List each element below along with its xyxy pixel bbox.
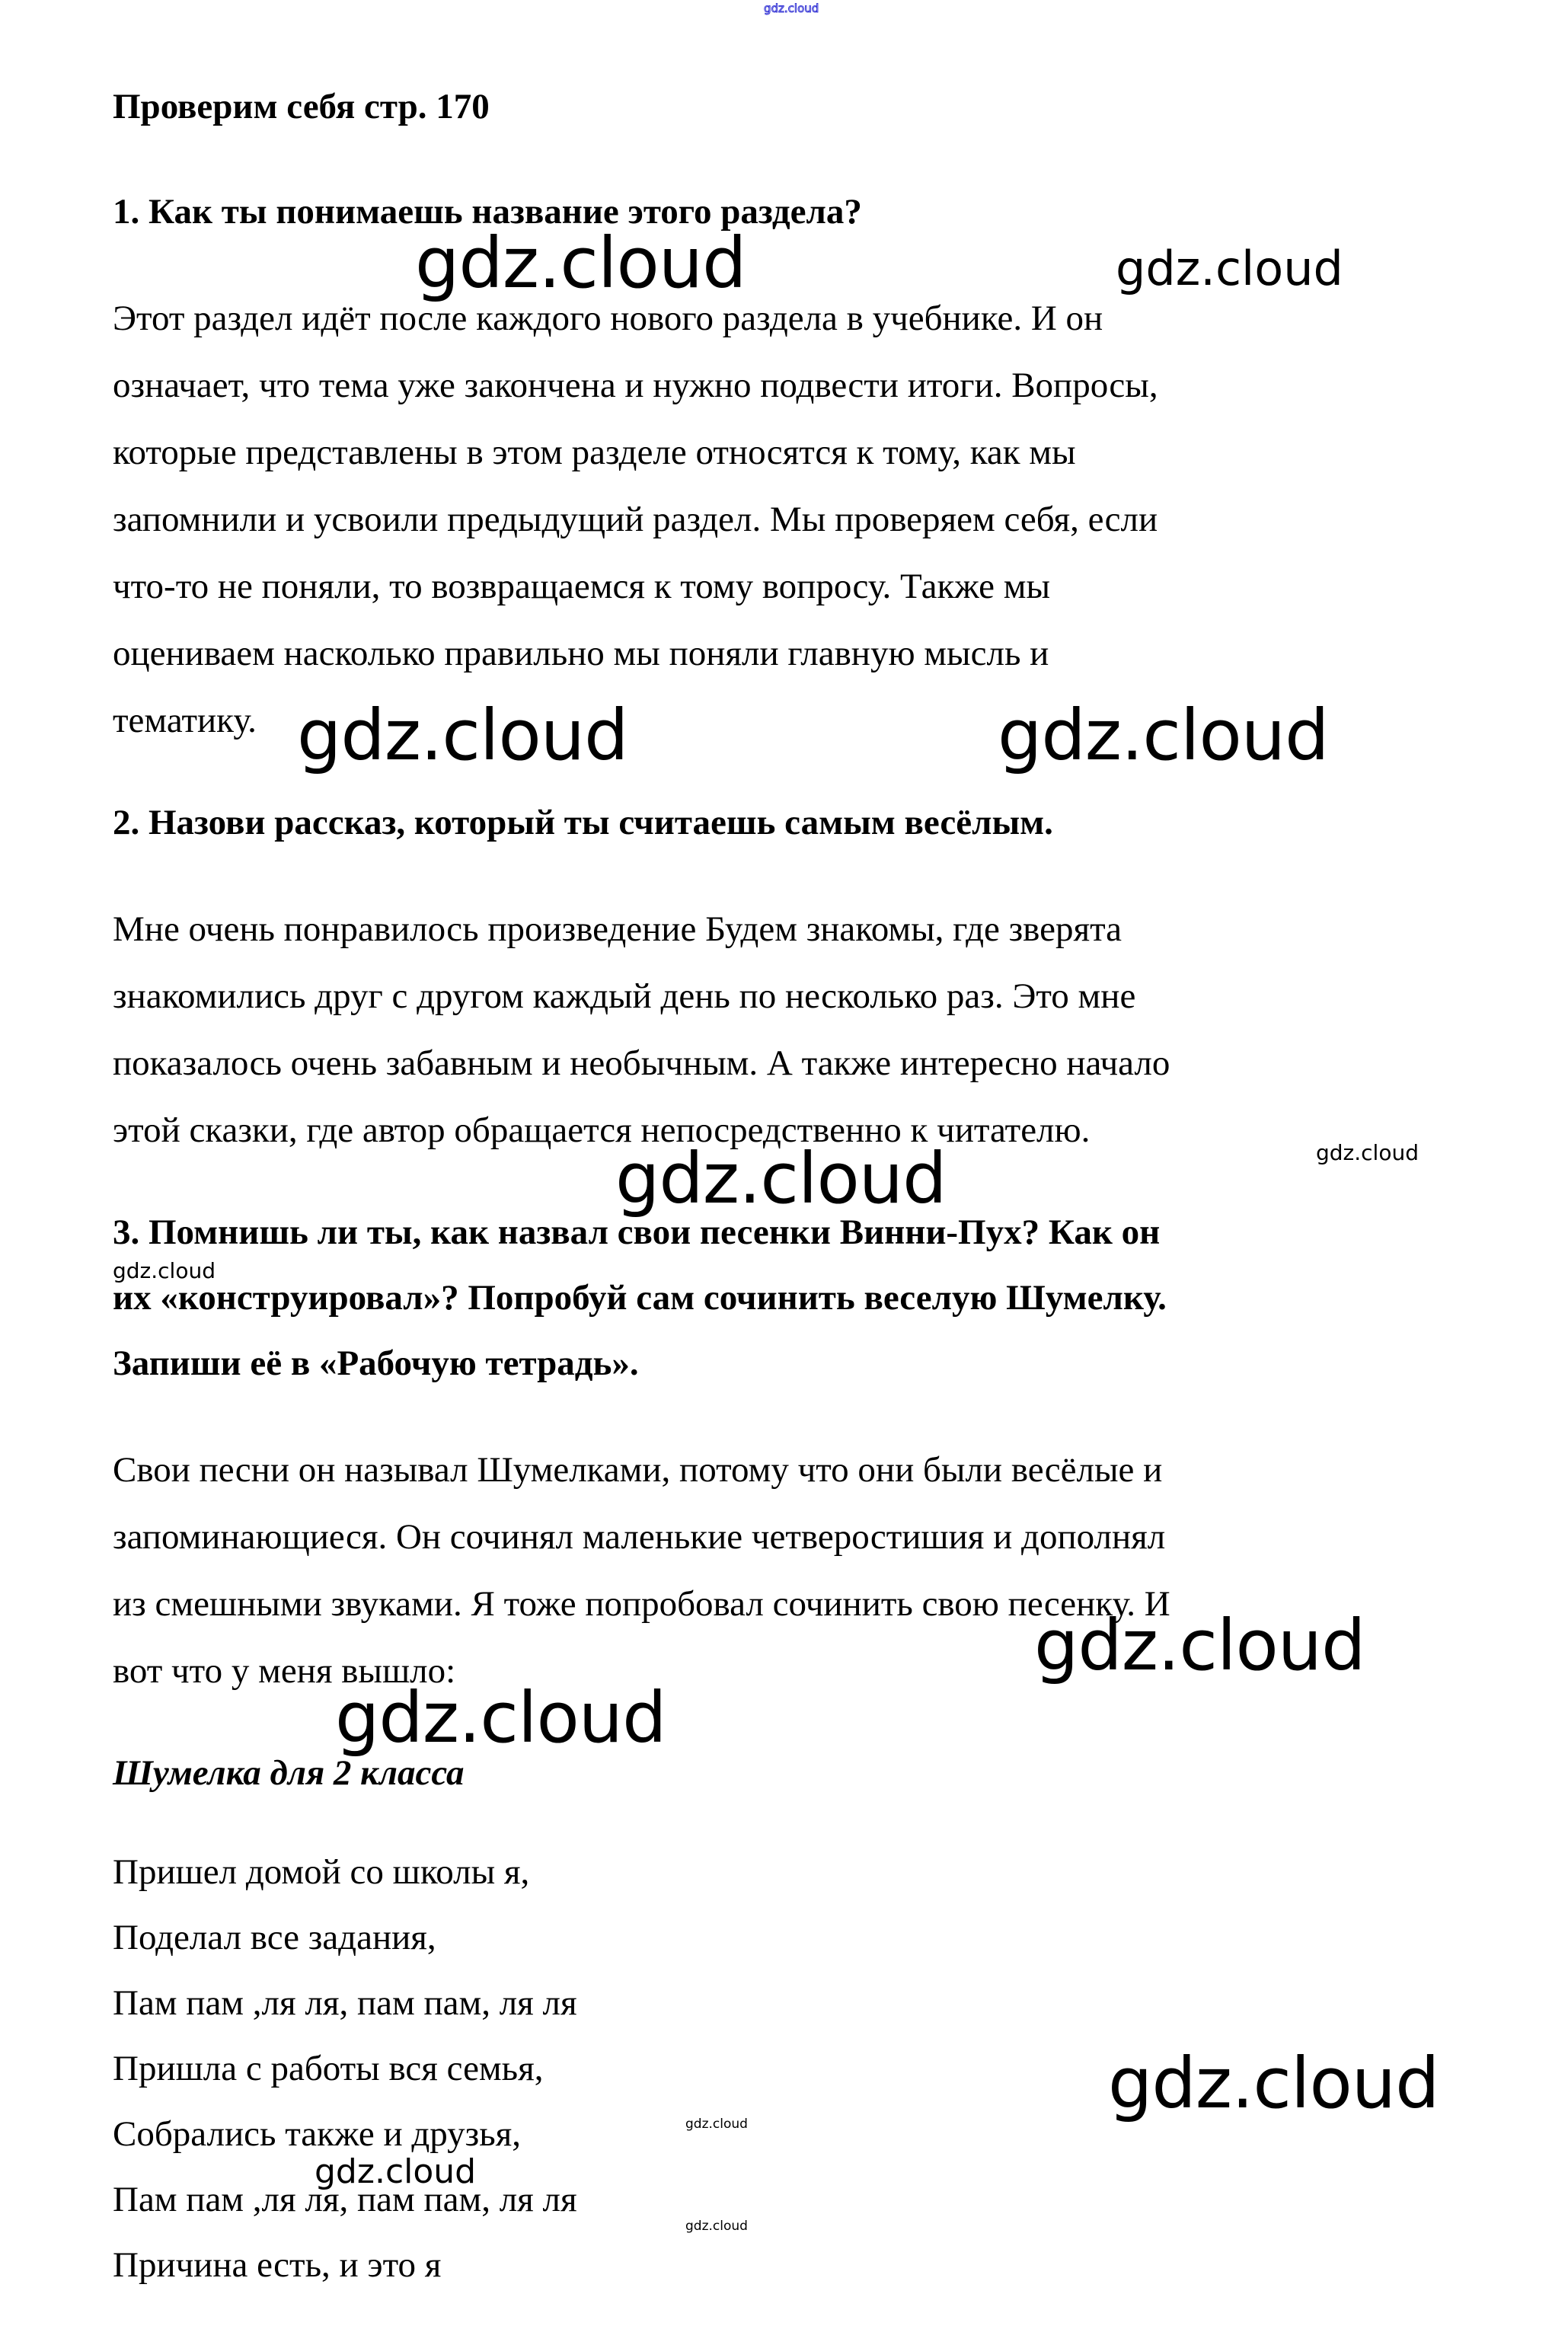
question-1: 1. Как ты понимаешь название этого раздела? — [113, 192, 862, 232]
answer-3-line: Свои песни он называл Шумелками, потому что они были весёлые и — [113, 1450, 1163, 1490]
watermark: gdz.cloud — [1316, 1140, 1419, 1165]
answer-2-line: показалось очень забавным и необычным. А также интересно начало — [113, 1043, 1170, 1083]
answer-1-line: запомнили и усвоили предыдущий раздел. Мы проверяем себя, если — [113, 500, 1158, 539]
watermark: gdz.cloud — [335, 1677, 666, 1759]
question-2: 2. Назови рассказ, который ты считаешь самым весёлым. — [113, 803, 1053, 842]
poem-title: Шумелка для 2 класса — [113, 1753, 465, 1793]
poem-line: Пам пам ,ля ля, пам пам, ля ля — [113, 1983, 577, 2023]
watermark: gdz.cloud — [685, 2219, 748, 2234]
watermark: gdz.cloud — [615, 1138, 947, 1219]
watermark: gdz.cloud — [415, 222, 746, 304]
poem-line: Пришла с работы вся семья, — [113, 2049, 544, 2088]
poem-line: Причина есть, и это я — [113, 2245, 442, 2285]
watermark: gdz.cloud — [685, 2117, 748, 2132]
answer-1-line: оцениваем насколько правильно мы поняли главную мысль и — [113, 634, 1049, 673]
watermark: gdz.cloud — [297, 695, 628, 776]
page-title: Проверим себя стр. 170 — [113, 87, 490, 126]
answer-1-line: Этот раздел идёт после каждого нового раздела в учебнике. И он — [113, 299, 1103, 338]
watermark: gdz.cloud — [315, 2152, 477, 2191]
answer-1-line: тематику. — [113, 701, 257, 740]
question-3-line: 3. Помнишь ли ты, как назвал свои песенки Винни-Пух? Как он — [113, 1212, 1161, 1252]
answer-2-line: этой сказки, где автор обращается непосредственно к читателю. — [113, 1110, 1091, 1150]
answer-3-line: запоминающиеся. Он сочинял маленькие четверостишия и дополнял — [113, 1517, 1166, 1557]
watermark: gdz.cloud — [1034, 1605, 1365, 1686]
watermark: gdz.cloud — [1108, 2043, 1439, 2124]
answer-1-line: которые представлены в этом разделе относятся к тому, как мы — [113, 433, 1076, 472]
answer-3-line: из смешными звуками. Я тоже попробовал сочинить свою песенку. И — [113, 1584, 1170, 1624]
answer-2-line: Мне очень понравилось произведение Будем знакомы, где зверята — [113, 909, 1123, 949]
answer-1-line: означает, что тема уже закончена и нужно подвести итоги. Вопросы, — [113, 366, 1158, 405]
poem-line: Пришел домой со школы я, — [113, 1852, 530, 1892]
header-watermark: gdz.cloud — [764, 2, 819, 15]
answer-3-line: вот что у меня вышло: — [113, 1651, 456, 1691]
poem-line: Собрались также и друзья, — [113, 2114, 522, 2154]
question-3-line: Запиши её в «Рабочую тетрадь». — [113, 1343, 639, 1383]
poem-line: Поделал все задания, — [113, 1918, 436, 1957]
question-3-line: их «конструировал»? Попробуй сам сочинить веселую Шумелку. — [113, 1278, 1167, 1318]
watermark: gdz.cloud — [998, 695, 1329, 776]
watermark: gdz.cloud — [113, 1258, 216, 1283]
watermark: gdz.cloud — [1116, 241, 1343, 296]
answer-1-line: что-то не поняли, то возвращаемся к тому вопросу. Также мы — [113, 567, 1051, 606]
answer-2-line: знакомились друг с другом каждый день по несколько раз. Это мне — [113, 976, 1136, 1016]
poem-line: Пам пам ,ля ля, пам пам, ля ля — [113, 2180, 577, 2219]
